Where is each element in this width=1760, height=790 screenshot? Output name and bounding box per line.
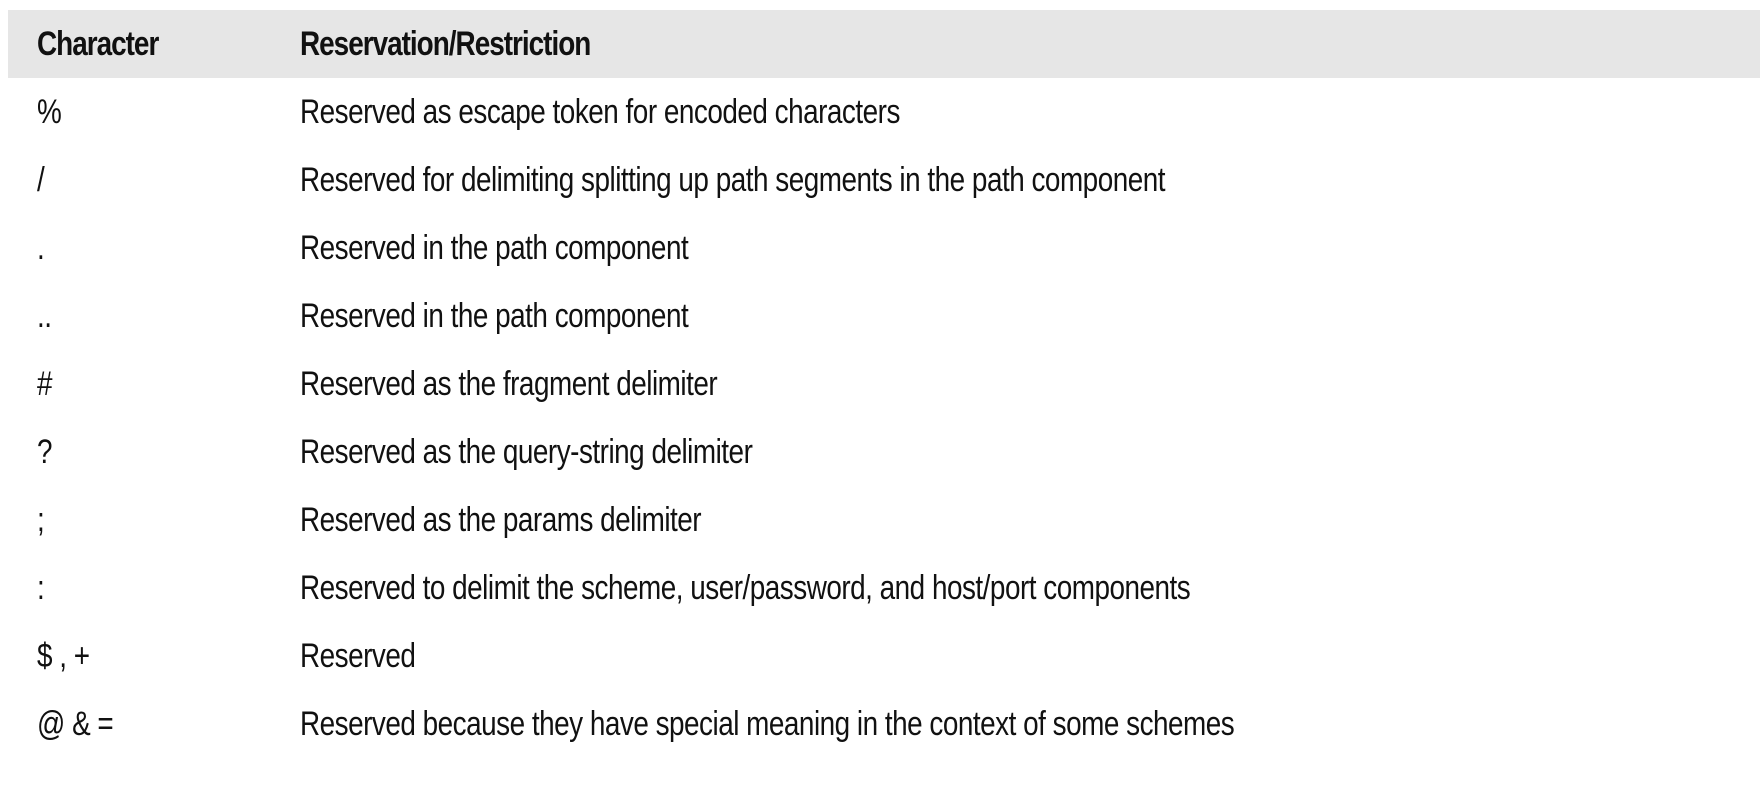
character-cell: [8, 365, 300, 404]
character-cell: [8, 93, 300, 132]
character-cell: [8, 705, 300, 744]
restriction-cell: [300, 297, 1760, 336]
reserved-characters-table: [8, 10, 1760, 758]
restriction-cell: [300, 161, 1760, 200]
character-value: ..: [37, 296, 52, 335]
character-cell: [8, 229, 300, 268]
character-cell: [8, 433, 300, 472]
character-value: @ & =: [37, 704, 114, 743]
restriction-value: Reserved because they have special meaning in the context of some schemes: [300, 704, 1235, 743]
table-row: [8, 78, 1760, 146]
character-value: %: [37, 92, 62, 131]
table-row: [8, 350, 1760, 418]
restriction-value: Reserved as the params delimiter: [300, 500, 702, 539]
restriction-cell: [300, 569, 1760, 608]
character-cell: [8, 569, 300, 608]
table-row: [8, 418, 1760, 486]
table-row: [8, 554, 1760, 622]
table-row: [8, 214, 1760, 282]
table-row: [8, 486, 1760, 554]
restriction-value: Reserved as the query-string delimiter: [300, 432, 753, 471]
restriction-value: Reserved in the path component: [300, 296, 689, 335]
restriction-value: Reserved as the fragment delimiter: [300, 364, 718, 403]
character-value: :: [37, 568, 45, 607]
restriction-cell: [300, 229, 1760, 268]
restriction-cell: [300, 501, 1760, 540]
character-value: #: [37, 364, 53, 403]
column-header-character-label: Character: [37, 24, 159, 63]
character-value: $ , +: [37, 636, 90, 675]
character-value: ;: [37, 500, 45, 539]
table-row: [8, 622, 1760, 690]
restriction-cell: [300, 93, 1760, 132]
column-header-character: [8, 25, 300, 64]
restriction-value: Reserved for delimiting splitting up path segments in the path component: [300, 160, 1166, 199]
restriction-cell: [300, 705, 1760, 744]
character-cell: [8, 297, 300, 336]
restriction-value: Reserved to delimit the scheme, user/password, and host/port components: [300, 568, 1191, 607]
restriction-cell: [300, 365, 1760, 404]
character-cell: [8, 161, 300, 200]
table-row: [8, 282, 1760, 350]
restriction-value: Reserved as escape token for encoded characters: [300, 92, 900, 131]
restriction-cell: [300, 433, 1760, 472]
character-cell: [8, 637, 300, 676]
character-cell: [8, 501, 300, 540]
table-row: [8, 690, 1760, 758]
restriction-value: Reserved: [300, 636, 416, 675]
table-row: [8, 146, 1760, 214]
table-header-row: [8, 10, 1760, 78]
character-value: /: [37, 160, 45, 199]
restriction-value: Reserved in the path component: [300, 228, 689, 267]
character-value: .: [37, 228, 45, 267]
restriction-cell: [300, 637, 1760, 676]
column-header-restriction-label: Reservation/Restriction: [300, 24, 591, 63]
character-value: ?: [37, 432, 53, 471]
column-header-restriction: [300, 25, 1760, 64]
